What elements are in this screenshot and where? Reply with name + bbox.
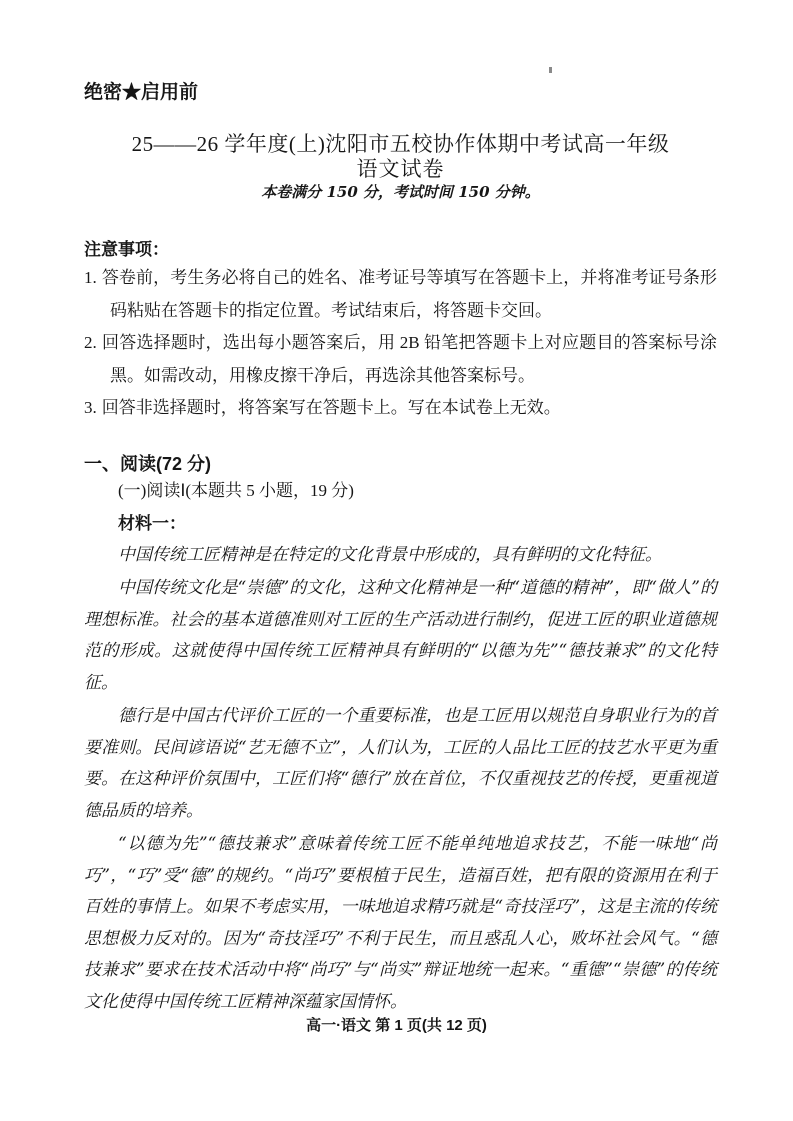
notice-item-text: 答卷前，考生务必将自己的姓名、准考证号等填写在答题卡上，并将准考证号条形码粘贴在答题卡的指定位置。考试结束后，将答题卡交回。 (101, 268, 717, 320)
notice-item-number: 3. (84, 398, 97, 417)
classification-label: 绝密★启用前 (84, 82, 199, 103)
notice-item-text: 回答非选择题时，将答案写在答题卡上。写在本试卷上无效。 (101, 398, 561, 417)
exam-title: 25——26 学年度(上)沈阳市五校协作体期中考试高一年级 (131, 132, 670, 156)
notice-item-text: 回答选择题时，选出每小题答案后，用 2B 铅笔把答题卡上对应题目的答案标号涂黑。如需改动，用橡皮擦干净后，再选涂其他答案标号。 (101, 333, 717, 385)
subject-title: 语文试卷 (356, 157, 445, 181)
notice-item (84, 327, 717, 392)
material-one-label: 材料一： (118, 513, 186, 533)
part-heading-reading-1: (一)阅读Ⅰ(本题共 5 小题，19 分) (118, 480, 354, 500)
notice-item-number: 2. (84, 333, 97, 352)
notice-item (84, 262, 717, 327)
notice-heading: 注意事项： (84, 240, 169, 259)
page-number-footer: 高一·语文 第 1 页(共 12 页) (306, 1017, 487, 1034)
exam-info-line: 本卷满分 150 分，考试时间 150 分钟。 (261, 183, 540, 201)
scan-artifact-dot (549, 67, 552, 73)
notice-item-number: 1. (84, 268, 97, 287)
material-paragraph: “以德为先”“德技兼求”意味着传统工匠不能单纯地追求技艺，不能一味地“尚巧”，“巧”受“德”的规约。“尚巧”要根植于民生，造福百姓，把有限的资源用在利于百姓的事情上。如果不考虑实用，一味地追求精巧就是“奇技淫巧”，这是主流的传统思想极力反对的。因为“奇技淫巧”不利于民生，而且惑乱人心，败坏社会风气。“德技兼求”要求在技术活动中将“尚巧”与“尚实”辩证地统一起来。“重德”“崇德”的传统文化使得中国传统工匠精神深蕴家国情怀。 (84, 834, 717, 1012)
material-paragraph: 中国传统文化是“崇德”的文化，这种文化精神是一种“道德的精神”，即“做人”的理想标准。社会的基本道德准则对工匠的生产活动进行制约，促进工匠的职业道德规范的形成。这就使得中国传统工匠精神具有鲜明的“以德为先”“德技兼求”的文化特征。 (84, 578, 717, 693)
section-heading-reading: 一、阅读(72 分) (84, 453, 212, 474)
material-paragraph: 德行是中国古代评价工匠的一个重要标准，也是工匠用以规范自身职业行为的首要准则。民间谚语说“艺无德不立”，人们认为，工匠的人品比工匠的技艺水平更为重要。在这种评价氛围中，工匠们将“德行”放在首位，不仅重视技艺的传授，更重视道德品质的培养。 (84, 706, 717, 821)
notice-item (84, 392, 717, 425)
material-paragraph: 中国传统工匠精神是在特定的文化背景中形成的，具有鲜明的文化特征。 (118, 544, 662, 565)
notice-section (84, 238, 717, 425)
material-one-body (84, 540, 717, 1019)
